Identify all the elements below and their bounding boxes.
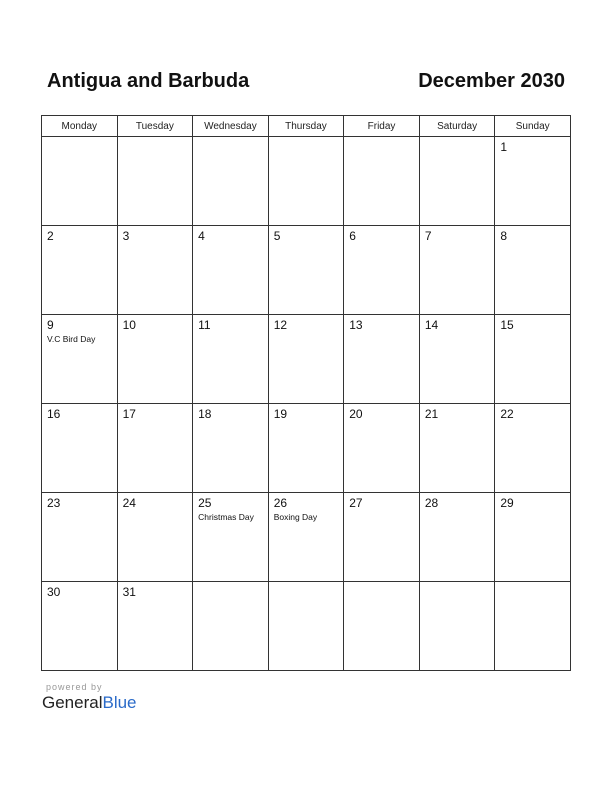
week-row	[42, 315, 571, 404]
day-number: 26	[273, 496, 288, 510]
weekday-header: Friday	[344, 116, 420, 137]
day-cell	[268, 404, 344, 493]
day-cell	[193, 226, 269, 315]
day-cell	[117, 137, 193, 226]
day-cell	[419, 493, 495, 582]
day-number: 29	[500, 496, 514, 510]
day-cell	[193, 582, 269, 671]
day-number: 25	[198, 496, 212, 510]
day-cell	[117, 404, 193, 493]
day-cell	[117, 582, 193, 671]
generalblue-logo[interactable]	[42, 693, 137, 713]
day-number: 28	[424, 496, 439, 510]
day-cell	[42, 493, 118, 582]
day-number	[42, 137, 117, 141]
day-number: 22	[500, 407, 514, 421]
holiday-label: Christmas Day	[198, 512, 254, 522]
holiday-label: Boxing Day	[273, 512, 318, 522]
day-number: 4	[198, 229, 205, 243]
day-number	[344, 582, 419, 586]
weekday-header: Tuesday	[117, 116, 193, 137]
weekday-header: Monday	[42, 116, 118, 137]
day-cell	[344, 404, 420, 493]
day-cell	[117, 226, 193, 315]
weekday-header-row	[42, 116, 571, 137]
day-number: 14	[424, 318, 439, 332]
day-cell	[344, 137, 420, 226]
day-cell	[268, 315, 344, 404]
holiday-label: V.C Bird Day	[47, 334, 96, 344]
day-cell	[42, 582, 118, 671]
day-cell	[495, 493, 571, 582]
powered-by-text: powered by	[46, 682, 103, 692]
day-cell	[42, 315, 118, 404]
day-number: 3	[122, 229, 130, 243]
day-number: 9	[47, 318, 54, 332]
brand-general-text: General	[42, 693, 103, 712]
day-number: 6	[349, 229, 356, 243]
day-number: 24	[122, 496, 136, 510]
day-cell	[117, 493, 193, 582]
day-number: 2	[47, 229, 54, 243]
day-number: 16	[47, 407, 61, 421]
day-cell	[344, 226, 420, 315]
day-cell	[495, 404, 571, 493]
day-number: 15	[500, 318, 514, 332]
day-cell	[495, 582, 571, 671]
weekday-header: Sunday	[495, 116, 571, 137]
day-number	[420, 582, 495, 586]
day-cell	[495, 226, 571, 315]
day-number: 31	[122, 585, 136, 599]
day-cell	[419, 404, 495, 493]
day-number	[344, 137, 419, 141]
day-cell	[268, 493, 344, 582]
day-number	[118, 137, 193, 141]
brand-blue-text: Blue	[102, 693, 137, 712]
day-cell	[419, 315, 495, 404]
weekday-header: Wednesday	[193, 116, 269, 137]
day-number: 20	[349, 407, 363, 421]
day-number: 7	[424, 229, 432, 243]
day-cell	[344, 493, 420, 582]
day-number: 19	[273, 407, 288, 421]
day-cell	[419, 582, 495, 671]
day-cell	[495, 137, 571, 226]
day-cell	[193, 315, 269, 404]
day-number: 1	[500, 140, 508, 154]
day-number	[193, 137, 268, 141]
week-row	[42, 137, 571, 226]
weekday-header: Thursday	[268, 116, 344, 137]
country-title: Antigua and Barbuda	[47, 70, 250, 92]
day-number: 11	[198, 318, 211, 332]
day-cell	[42, 404, 118, 493]
day-number	[269, 137, 344, 141]
day-cell	[193, 493, 269, 582]
day-number	[420, 137, 495, 141]
day-cell	[193, 137, 269, 226]
day-cell	[42, 226, 118, 315]
day-cell	[344, 315, 420, 404]
day-number: 12	[273, 318, 288, 332]
day-number: 18	[198, 407, 212, 421]
day-number: 23	[47, 496, 61, 510]
day-number	[269, 582, 344, 586]
day-cell	[419, 226, 495, 315]
month-title: December 2030	[418, 70, 565, 92]
weekday-header: Saturday	[419, 116, 495, 137]
week-row	[42, 226, 571, 315]
day-number: 27	[349, 496, 363, 510]
day-cell	[495, 315, 571, 404]
day-number: 21	[424, 407, 439, 421]
day-number: 10	[122, 318, 136, 332]
day-cell	[268, 582, 344, 671]
week-row	[42, 404, 571, 493]
day-cell	[42, 137, 118, 226]
day-cell	[344, 582, 420, 671]
week-row	[42, 582, 571, 671]
day-cell	[419, 137, 495, 226]
day-number: 17	[122, 407, 136, 421]
day-cell	[268, 137, 344, 226]
day-cell	[268, 226, 344, 315]
day-number: 30	[47, 585, 61, 599]
day-cell	[117, 315, 193, 404]
day-number	[193, 582, 268, 586]
day-number: 5	[273, 229, 281, 243]
day-number: 8	[500, 229, 508, 243]
calendar-grid	[41, 115, 571, 671]
day-number	[495, 582, 570, 586]
day-number: 13	[349, 318, 363, 332]
day-cell	[193, 404, 269, 493]
week-row	[42, 493, 571, 582]
